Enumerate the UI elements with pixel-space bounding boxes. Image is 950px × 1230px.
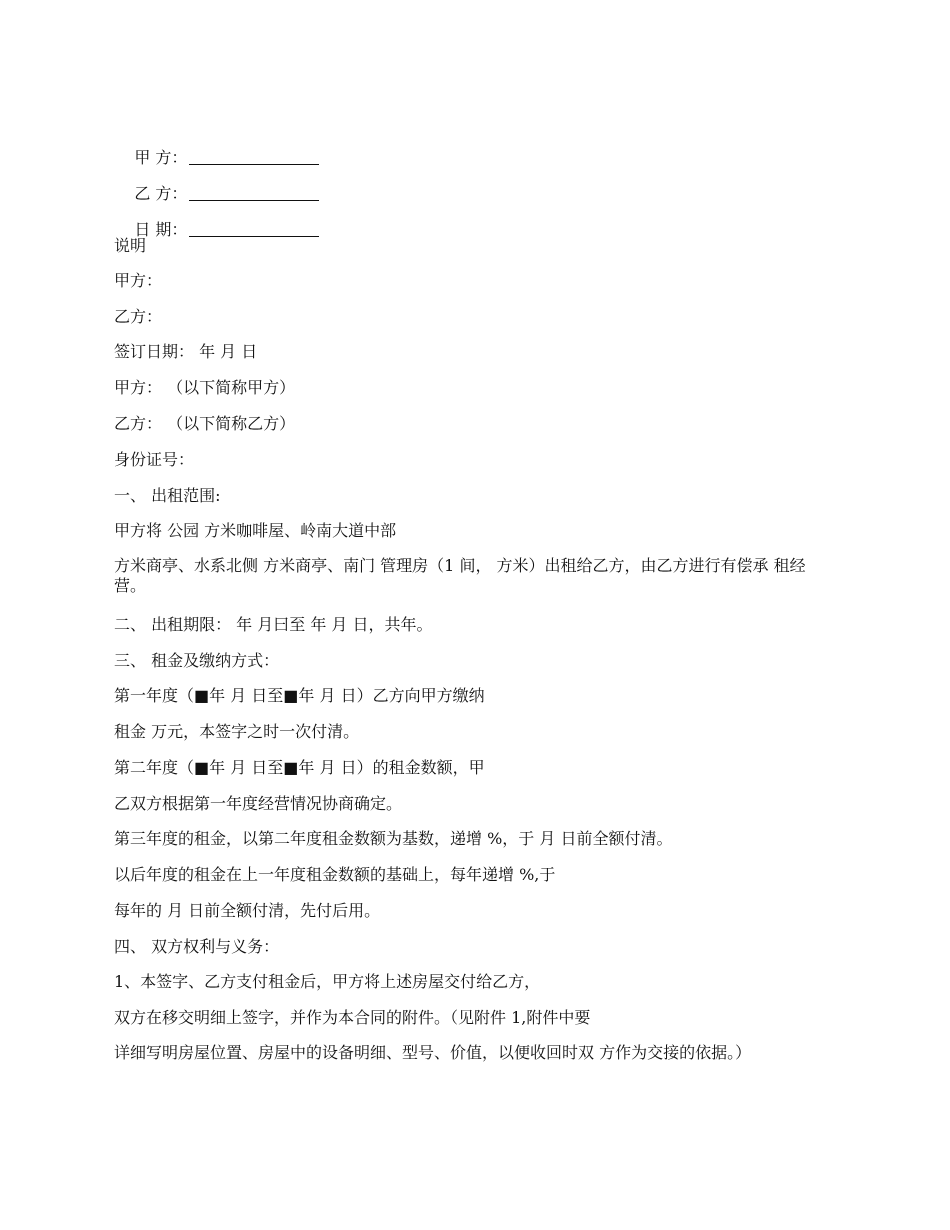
paragraph: 1、本签字、乙方支付租金后，甲方将上述房屋交付给乙方， <box>114 972 541 991</box>
paragraph: 详细写明房屋位置、房屋中的设备明细、型号、价值，以便收回时双 方作为交接的依据。） <box>114 1043 752 1062</box>
paragraph: 第三年度的租金，以第二年度租金数额为基数，递增 %，于 月 日前全额付清。 <box>114 829 673 848</box>
section-heading: 一、 出租范围: <box>114 486 221 505</box>
paragraph: 双方在移交明细上签字，并作为本合同的附件。（见附件 1,附件中要 <box>114 1008 591 1027</box>
paragraph: 方米商亭、水系北侧 方米商亭、南门 管理房（1 间， 方米）出租给乙方，由乙方进行有偿承 租经营。 <box>114 556 806 595</box>
section-heading: 四、 双方权利与义务： <box>114 937 280 956</box>
date-label: 日 期： <box>134 220 188 239</box>
paragraph: 甲方将 公园 方米咖啡屋、岭南大道中部 <box>114 521 397 540</box>
paragraph: 乙双方根据第一年度经营情况协商确定。 <box>114 794 403 813</box>
party-a-label: 甲 方： <box>134 148 188 167</box>
party-a-blank <box>189 148 319 165</box>
section-heading: 三、 租金及缴纳方式： <box>114 651 280 670</box>
party-b-blank <box>189 184 319 201</box>
paragraph: 第一年度（■年 月 日至■年 月 日）乙方向甲方缴纳 <box>114 686 485 705</box>
paragraph: 乙方： <box>114 307 163 326</box>
paragraph: 说明 <box>114 236 147 255</box>
section-heading: 二、 出租期限： 年 月曰至 年 月 日，共年。 <box>114 615 433 634</box>
paragraph: 每年的 月 日前全额付清，先付后用。 <box>114 901 381 920</box>
party-b-label: 乙 方： <box>134 184 188 203</box>
date-blank <box>189 220 319 237</box>
paragraph: 甲方： （以下简称甲方） <box>114 378 296 397</box>
paragraph: 第二年度（■年 月 日至■年 月 日）的租金数额，甲 <box>114 758 485 777</box>
paragraph: 租金 万元，本签字之时一次付清。 <box>114 722 360 741</box>
paragraph: 甲方： <box>114 271 163 290</box>
paragraph: 乙方： （以下简称乙方） <box>114 414 296 433</box>
paragraph: 签订日期： 年 月 日 <box>114 342 258 361</box>
paragraph: 身份证号： <box>114 450 195 469</box>
paragraph: 以后年度的租金在上一年度租金数额的基础上，每年递增 %,于 <box>114 865 556 884</box>
